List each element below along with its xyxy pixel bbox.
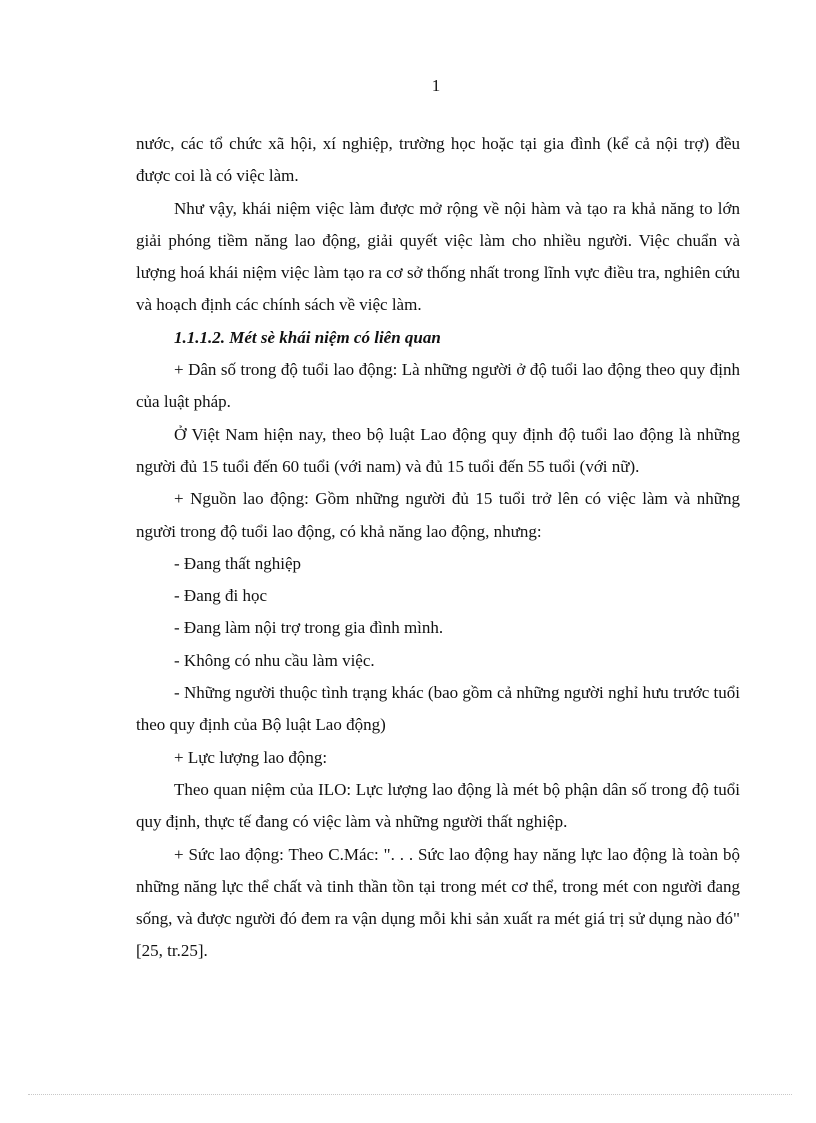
paragraph: + Dân số trong độ tuổi lao động: Là những người ở độ tuổi lao động theo quy định của luật pháp. [136,360,740,412]
paragraph: Theo quan niệm của ILO: Lực lượng lao động là mét bộ phận dân số trong độ tuổi quy định, thực tế đang có việc làm và những người thất nghiệp. [136,779,740,832]
paragraph: nước, các tổ chức xã hội, xí nghiệp, trường học hoặc tại gia đình (kể cả nội trợ) đều được coi là có việc làm. [136,134,740,186]
section-heading: 1.1.1.2. Mét sè khái niệm có liên quan [174,327,441,347]
list-item: - Đang làm nội trợ trong gia đình mình. [174,618,444,638]
list-item: - Không có nhu cầu làm việc. [174,650,375,670]
page-bottom-divider [28,1094,792,1095]
list-item: - Những người thuộc tình trạng khác (bao gồm cả những người nghỉ hưu trước tuổi theo quy định của Bộ luật Lao động) [136,683,740,735]
paragraph: Ở Việt Nam hiện nay, theo bộ luật Lao động quy định độ tuổi lao động là những người đủ 15 tuổi đến 60 tuổi (với nam) và đủ 15 tuổi đến 55 tuổi (với nữ). [136,424,740,476]
document-body [136,128,740,968]
paragraph: Như vậy, khái niệm việc làm được mở rộng về nội hàm và tạo ra khả năng to lớn giải phóng tiềm năng lao động, giải quyết việc làm cho nhiều người. Việc chuẩn và lượng hoá khái niệm việc làm tạo ra cơ sở thống nhất trong lĩnh vực điều tra, nghiên cứu và hoạch định các chính sách về việc làm. [136,198,740,315]
paragraph: + Nguồn lao động: Gồm những người đủ 15 tuổi trở lên có việc làm và những người trong độ tuổi lao động, có khả năng lao động, nhưng: [136,489,740,541]
paragraph: + Lực lượng lao động: [174,747,328,767]
paragraph: + Sức lao động: Theo C.Mác: ". . . Sức lao động hay năng lực lao động là toàn bộ những năng lực thể chất và tinh thần tồn tại trong mét cơ thể, trong mét con người đang sống, và được người đó đem ra vận dụng mỗi khi sản xuất ra mét giá trị sử dụng nào đó" [25, tr.25]. [136,844,740,961]
list-item: - Đang đi học [174,586,268,606]
page-number: 1 [431,76,441,95]
list-item: - Đang thất nghiệp [174,553,301,573]
